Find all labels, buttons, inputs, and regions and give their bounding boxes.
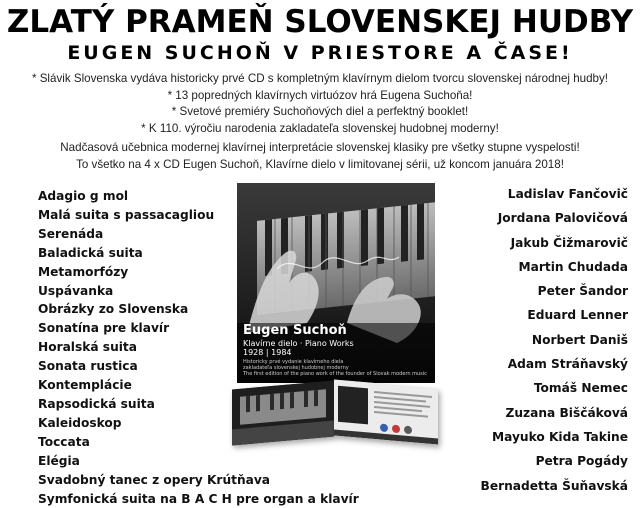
feature-item: * 13 popredných klavírnych virtuózov hrá Eugena Suchoňa! [167,88,473,102]
pianist-item: Tomáš Nemec [533,381,628,396]
pianist-item: Jordana Palovičová [497,211,628,226]
album-years: 1928 | 1984 [243,348,292,357]
work-item: Baladická suita [38,245,143,260]
work-item: Horalská suita [38,340,137,355]
work-item: Svadobný tanec z opery Krútňava [38,472,271,487]
work-item: Toccata [38,434,90,449]
pianist-item: Adam Stráňavský [507,357,628,372]
pianists-list [481,182,628,498]
box-front-art [232,381,334,446]
pianist-item: Martin Chudada [518,259,628,274]
work-item: Kontemplácie [38,378,132,393]
work-item: Sonatína pre klavír [38,321,170,336]
feature-item: * K 110. výročiu narodenia zakladateľa slovenskej hudobnej moderny! [141,121,499,135]
work-item: Uspávanka [38,283,114,298]
pianist-item: Peter Šandor [537,284,628,299]
album-blurb: The first edition of the piano work of the founder of Slovak modern music [243,371,427,377]
description-line: Nadčasová učebnica modernej klavírnej interpretácie slovenskej klasiky pre všetky stupne vyspelosti! [60,141,580,154]
box-back-art [334,379,438,444]
description-line: To všetko na 4 x CD Eugen Suchoň, Klavírne dielo v limitovanej sérii, už koncom januára 2018! [76,157,564,171]
work-item: Kaleidoskop [38,415,122,430]
pianist-item: Petra Pogády [535,454,628,469]
feature-list [0,71,640,137]
feature-item: * Slávik Slovenska vydáva historicky prvé CD s kompletným klavírnym dielom tvorcu slovenskej národnej hudby! [31,72,609,85]
pianist-item: Ladislav Fančovič [507,187,628,201]
work-item: Rapsodická suita [38,396,155,411]
work-item: Malá suita s passacagliou [38,207,215,222]
work-item: Sonata rustica [38,359,138,374]
album-cover [237,183,435,383]
work-item: Adagio g mol [38,189,129,203]
album-blurb: Historicky prvé vydanie klavírneho diela [243,359,344,365]
feature-item: * Svetové premiéry Suchoňových diel a perfektný booklet! [171,105,469,119]
pianist-item: Norbert Daniš [531,332,628,347]
cd-box-front [232,381,334,446]
album-artist: Eugen Suchoň [243,323,347,338]
pianist-item: Zuzana Biščáková [505,405,628,420]
pianist-item: Eduard Lenner [527,308,628,323]
album-title: Klavírne dielo · Piano Works [243,339,354,348]
pianist-item: Jakub Čižmarovič [510,235,628,250]
pianist-item: Bernadetta Šuňavská [480,478,628,493]
pianist-item: Mayuko Kida Takine [492,429,628,444]
description [0,140,640,173]
page-title: ZLATÝ PRAMEŇ SLOVENSKEJ HUDBY [6,4,634,40]
work-item: Metamorfózy [38,264,129,279]
page-subtitle: EUGEN SUCHOŇ V PRIESTORE A ČASE! [67,42,573,64]
work-item: Obrázky zo Slovenska [38,302,189,317]
work-item: Symfonická suita na B A C H pre organ a klavír [38,491,359,506]
work-item: Serenáda [38,226,104,241]
cd-box-back [334,379,438,444]
work-item: Elégia [38,453,80,468]
album-blurb: zakladateľa slovenskej hudobnej moderny [243,365,349,371]
